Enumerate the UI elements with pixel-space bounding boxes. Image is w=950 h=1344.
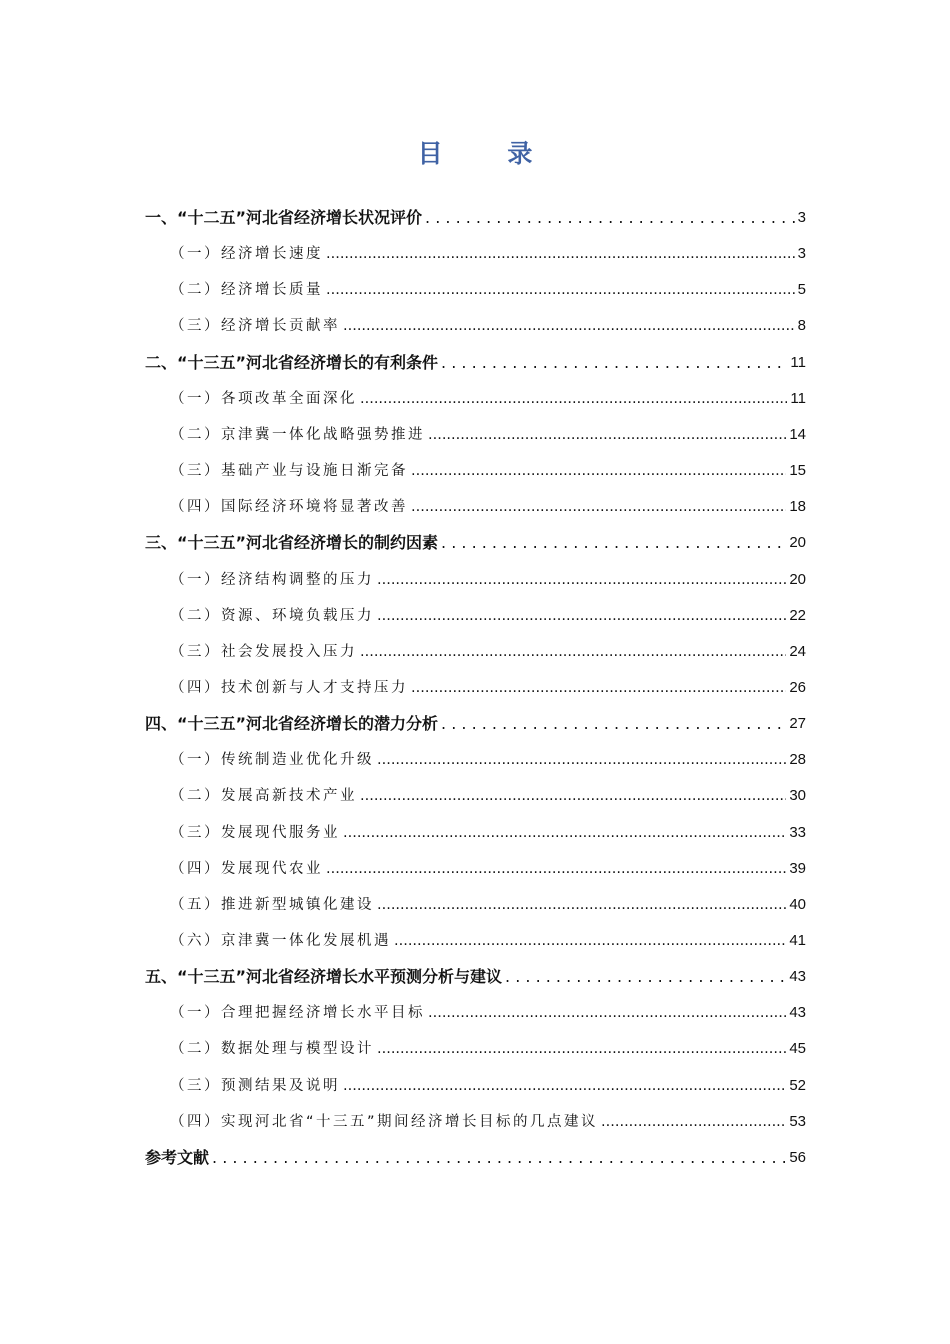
toc-entry-text: （一）各项改革全面深化 [170,391,357,407]
toc-section-entry[interactable] [170,1036,806,1060]
toc-dot-leader [394,930,786,952]
toc-entry-text: （六）京津冀一体化发展机遇 [170,933,391,949]
toc-dot-leader [428,1002,786,1024]
toc-section-entry[interactable] [170,1073,806,1097]
toc-page-number: 11 [790,354,806,371]
toc-entry-text: （三）基础产业与设施日渐完备 [170,463,408,479]
toc-page-number: 43 [789,1004,806,1021]
toc-entry-text: （一）经济结构调整的压力 [170,572,374,588]
toc-page-number: 20 [789,571,806,588]
toc-page-number: 3 [797,245,806,262]
toc-entry-text: （五）推进新型城镇化建设 [170,897,374,913]
toc-dot-leader [428,424,786,446]
toc-entry-text: 二、“十三五”河北省经济增长的有利条件 [145,353,439,372]
toc-section-entry[interactable] [170,567,806,591]
toc-entry-text: （二）数据处理与模型设计 [170,1041,374,1057]
toc-page-number: 8 [797,317,806,334]
toc-section-entry[interactable] [170,603,806,627]
toc-dot-leader [505,966,786,988]
toc-section-entry[interactable] [170,675,806,699]
toc-page-number: 33 [789,824,806,841]
toc-section-entry[interactable] [170,928,806,952]
toc-page-number: 53 [789,1113,806,1130]
toc-page-number: 18 [789,498,806,515]
toc-page-number: 3 [797,209,806,226]
toc-dot-leader [360,785,786,807]
toc-dot-leader [377,605,786,627]
toc-dot-leader [441,532,786,554]
toc-entry-text: （二）资源、环境负载压力 [170,608,374,624]
toc-section-entry[interactable] [170,892,806,916]
toc-entry-text: 三、“十三五”河北省经济增长的制约因素 [145,533,439,552]
toc-page-number: 5 [797,281,806,298]
toc-page-number: 26 [789,679,806,696]
toc-entry-text: （四）国际经济环境将显著改善 [170,499,408,515]
toc-dot-leader [360,388,787,410]
toc-section-entry[interactable] [170,783,806,807]
toc-dot-leader [343,1075,786,1097]
toc-section-entry[interactable] [170,313,806,337]
toc-section-entry[interactable] [170,1000,806,1024]
toc-page-number: 45 [789,1040,806,1057]
toc-page-number: 24 [789,643,806,660]
toc-entry-text: （一）合理把握经济增长水平目标 [170,1005,425,1021]
toc-dot-leader [343,822,786,844]
toc-section-entry[interactable] [170,639,806,663]
toc-dot-leader [411,496,786,518]
toc-page-number: 56 [789,1149,806,1166]
toc-chapter-entry[interactable] [145,530,806,554]
toc-entry-text: （二）发展高新技术产业 [170,788,357,804]
toc-dot-leader [377,749,786,771]
toc-dot-leader [411,460,786,482]
toc-chapter-entry[interactable] [145,964,806,988]
toc-dot-leader [441,713,786,735]
toc-chapter-entry[interactable] [145,350,806,374]
toc-entry-text: （二）经济增长质量 [170,282,323,298]
toc-chapter-entry[interactable] [145,1145,806,1169]
toc-page-number: 11 [790,390,806,407]
toc-dot-leader [326,858,786,880]
toc-section-entry[interactable] [170,856,806,880]
toc-title: 目 录 [417,139,561,168]
toc-section-entry[interactable] [170,494,806,518]
toc-page-number: 40 [789,896,806,913]
toc-dot-leader [601,1111,786,1133]
toc-entry-text: （四）实现河北省“十三五”期间经济增长目标的几点建议 [170,1114,599,1130]
toc-entry-text: 四、“十三五”河北省经济增长的潜力分析 [145,714,439,733]
toc-dot-leader [212,1147,786,1169]
toc-page-number: 43 [789,968,806,985]
toc-dot-leader [326,243,795,265]
toc-dot-leader [377,1038,786,1060]
toc-page-number: 52 [789,1077,806,1094]
toc-section-entry[interactable] [170,458,806,482]
toc-dot-leader [441,352,787,374]
toc-page-number: 22 [789,607,806,624]
toc-section-entry[interactable] [170,277,806,301]
toc-section-entry[interactable] [170,422,806,446]
toc-page-number: 20 [789,534,806,551]
toc-page-number: 28 [789,751,806,768]
toc-dot-leader [377,569,786,591]
toc-entry-text: （三）经济增长贡献率 [170,318,340,334]
toc-entry-text: （四）发展现代农业 [170,861,323,877]
toc-entry-text: （一）传统制造业优化升级 [170,752,374,768]
toc-entry-text: 一、“十二五”河北省经济增长状况评价 [145,208,423,227]
toc-entry-text: 参考文献 [145,1148,210,1167]
toc-section-entry[interactable] [170,241,806,265]
toc-entry-text: （四）技术创新与人才支持压力 [170,680,408,696]
toc-page-number: 39 [789,860,806,877]
toc-entry-text: （三）预测结果及说明 [170,1078,340,1094]
toc-entry-text: （三）发展现代服务业 [170,825,340,841]
toc-page-number: 30 [789,787,806,804]
toc-chapter-entry[interactable] [145,205,806,229]
toc-page-number: 41 [789,932,806,949]
toc-page-number: 27 [789,715,806,732]
toc-entry-text: 五、“十三五”河北省经济增长水平预测分析与建议 [145,967,503,986]
toc-page-number: 14 [789,426,806,443]
toc-dot-leader [411,677,786,699]
toc-dot-leader [326,279,795,301]
toc-section-entry[interactable] [170,1109,806,1133]
toc-dot-leader [377,894,786,916]
toc-section-entry[interactable] [170,747,806,771]
toc-page-number: 15 [789,462,806,479]
toc-section-entry[interactable] [170,820,806,844]
toc-dot-leader [360,641,786,663]
toc-entry-text: （一）经济增长速度 [170,246,323,262]
toc-entry-text: （二）京津冀一体化战略强势推进 [170,427,425,443]
toc-dot-leader [425,207,795,229]
toc-chapter-entry[interactable] [145,711,806,735]
toc-dot-leader [343,315,795,337]
toc-section-entry[interactable] [170,386,806,410]
toc-entry-text: （三）社会发展投入压力 [170,644,357,660]
